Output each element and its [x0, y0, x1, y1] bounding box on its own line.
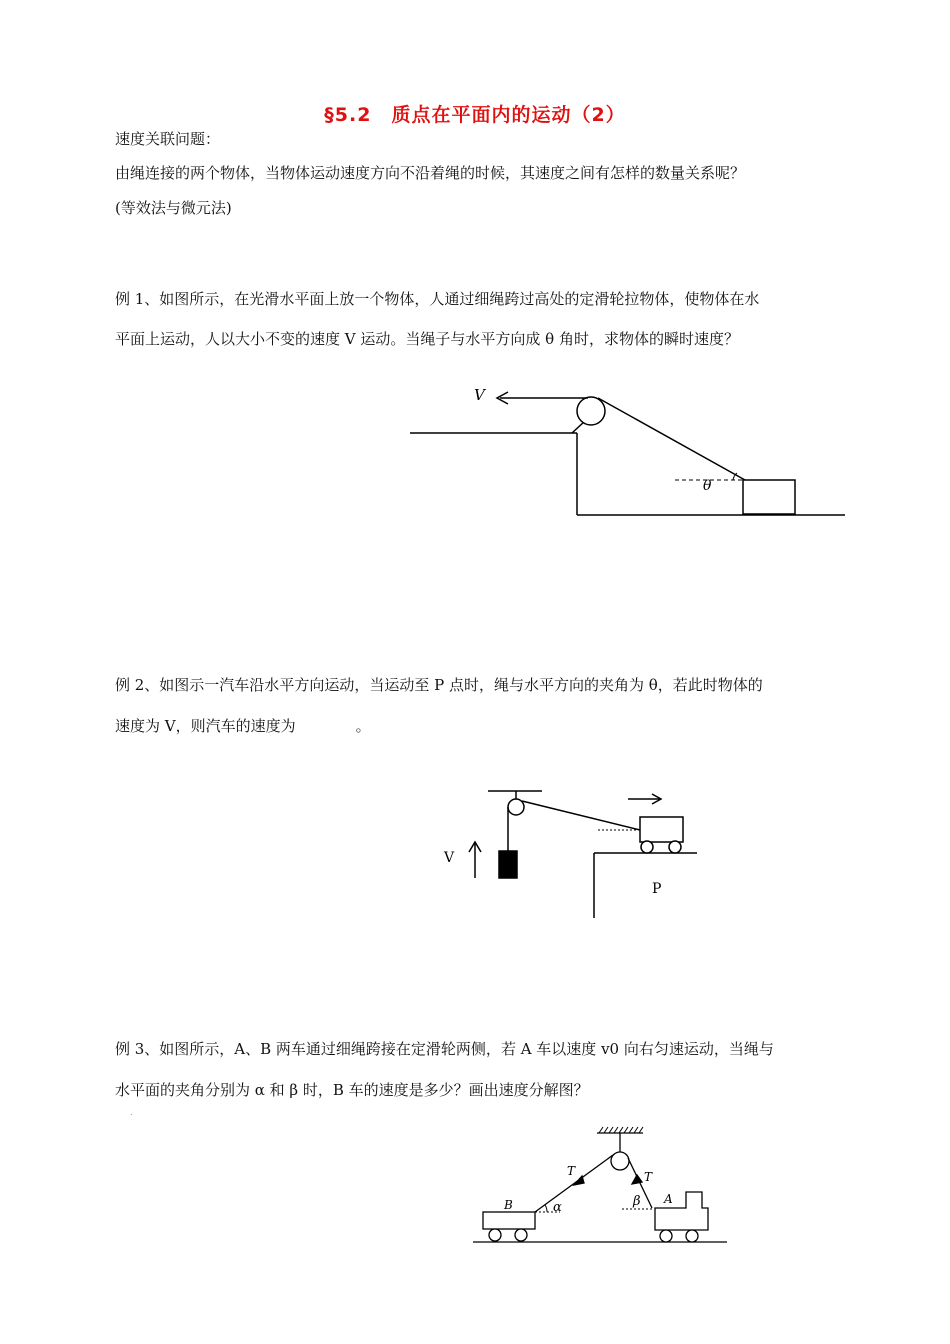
fig2-pulley [508, 799, 524, 815]
fig3-tension-left-label: T [567, 1164, 576, 1178]
fig2-wheel-left [641, 841, 653, 853]
fig2-v-label: V [444, 850, 455, 866]
fig3-pulley [611, 1152, 629, 1170]
fig1-v-label: V [474, 386, 485, 404]
fig2-p-label: P [652, 881, 662, 897]
fig2-wheel-right [669, 841, 681, 853]
fig3-car-b-wheel-left [489, 1229, 501, 1241]
intro-heading: 速度关联问题： [115, 130, 221, 148]
fig2-car-body [640, 817, 683, 842]
fig3-car-a-wheel-right [686, 1230, 698, 1242]
fig3-beta-label: β [633, 1194, 641, 1209]
stray-mark: . [130, 1108, 133, 1117]
fig3-alpha-arc [545, 1205, 547, 1212]
intro-method: (等效法与微元法) [115, 199, 232, 217]
figure-2 [469, 791, 697, 918]
fig1-block [743, 480, 795, 514]
fig1-rope-slant [598, 398, 745, 480]
fig3-car-b-label: B [504, 1198, 513, 1212]
example-2-text-2: 速度为 V，则汽车的速度为 。 [115, 717, 371, 735]
intro-question: 由绳连接的两个物体，当物体运动速度方向不沿着绳的时候，其速度之间有怎样的数量关系呢？ [115, 164, 746, 182]
fig3-car-b-body [483, 1212, 535, 1229]
fig1-pulley [577, 397, 605, 425]
fig2-rope-slant [522, 801, 640, 830]
fig3-car-a-label: A [664, 1192, 673, 1206]
example-3-text: 例 3、如图所示，A、B 两车通过细绳跨接在定滑轮两侧，若 A 车以速度 v0 向右匀速运动，当绳与 [115, 1040, 774, 1058]
figure-3 [473, 1127, 727, 1242]
fig1-angle-label: θ [703, 478, 712, 494]
fig3-car-a-wheel-left [660, 1230, 672, 1242]
fig2-hanging-block [499, 851, 517, 878]
example-1-text-2: 平面上运动，人以大小不变的速度 V 运动。当绳子与水平方向成 θ 角时，求物体的瞬时速度？ [115, 330, 739, 348]
fig3-ceiling-hatch [599, 1127, 643, 1133]
fig3-tension-arrow-left [574, 1176, 584, 1185]
example-3-text-2: 水平面的夹角分别为 α 和 β 时，B 车的速度是多少？画出速度分解图？ [115, 1081, 589, 1099]
fig3-tension-right-label: T [644, 1170, 653, 1184]
fig3-alpha-label: α [553, 1200, 562, 1215]
figure-1 [410, 392, 845, 515]
fig3-car-a-body [655, 1192, 708, 1230]
fig3-tension-arrow-right [632, 1175, 642, 1184]
example-1-text: 例 1、如图所示，在光滑水平面上放一个物体，人通过细绳跨过高处的定滑轮拉物体，使物体在水 [115, 290, 760, 308]
fig3-car-b-wheel-right [515, 1229, 527, 1241]
page-title: §5.2 质点在平面内的运动（2） [324, 104, 626, 126]
example-2-text: 例 2、如图示一汽车沿水平方向运动，当运动至 P 点时，绳与水平方向的夹角为 θ，若此时物体的 [115, 676, 763, 694]
